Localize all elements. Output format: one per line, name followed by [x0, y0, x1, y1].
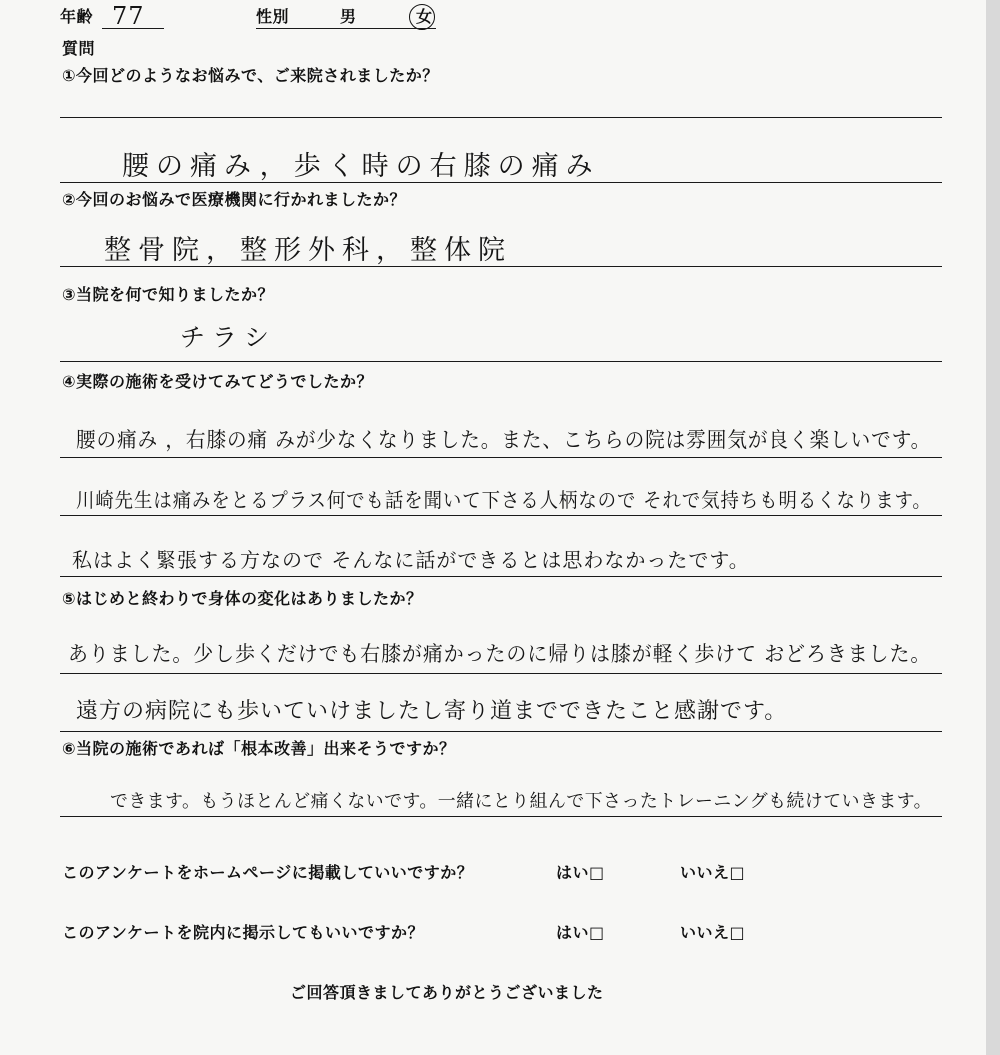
answer-line [60, 182, 942, 183]
answer-4-line-2: 川崎先生は痛みをとるプラス何でも話を聞いて下さる人柄なので それで気持ちも明るくなります。 [76, 488, 932, 512]
answer-line [60, 731, 942, 732]
consent-homepage-no-checkbox[interactable]: いいえ□ [680, 863, 746, 882]
gender-female: 女 [416, 7, 433, 26]
answer-line [60, 457, 942, 458]
age-value: 77 [112, 2, 145, 30]
gender-selected-circle [409, 4, 435, 30]
answer-5-line-2: 遠方の病院にも歩いていけましたし寄り道までできたこと感謝です。 [76, 699, 788, 724]
answer-1-line-1: 腰の痛み，歩く時の右膝の痛み [122, 151, 600, 182]
question-1: ①今回どのようなお悩みで、ご来院されましたか？ [62, 66, 439, 85]
answer-line [60, 673, 942, 674]
answer-line [60, 266, 942, 267]
consent-homepage-yes-checkbox[interactable]: はい□ [556, 863, 605, 882]
question-6: ⑥当院の施術であれば「根本改善」出来そうですか？ [62, 739, 456, 758]
gender-label: 性別 [256, 7, 290, 26]
closing-message: ご回答頂きましてありがとうございました [290, 983, 604, 1002]
question-3: ③当院を何で知りましたか？ [62, 285, 275, 304]
consent-homepage-question: このアンケートをホームページに掲載していいですか？ [62, 863, 474, 882]
answer-4-line-3: 私はよく緊張する方なので そんなに話ができるとは思わなかったです。 [72, 548, 750, 572]
answer-line [60, 816, 942, 817]
answer-line [60, 117, 942, 118]
answer-line [60, 515, 942, 516]
scan-border [986, 0, 1000, 1055]
age-underline [102, 28, 164, 29]
gender-male: 男 [340, 7, 357, 26]
question-2: ②今回のお悩みで医療機関に行かれましたか？ [62, 190, 407, 209]
consent-clinic-no-checkbox[interactable]: いいえ□ [680, 923, 746, 942]
section-label: 質問 [62, 39, 96, 58]
consent-clinic-question: このアンケートを院内に掲示してもいいですか？ [62, 923, 425, 942]
answer-line [60, 361, 942, 362]
answer-2-line-1: 整骨院，整形外科，整体院 [104, 235, 512, 266]
answer-5-line-1: ありました。少し歩くだけでも右膝が痛かったのに帰りは膝が軽く歩けて おどろきました。 [68, 642, 932, 666]
question-4: ④実際の施術を受けてみてどうでしたか？ [62, 372, 374, 391]
consent-clinic-yes-checkbox[interactable]: はい□ [556, 923, 605, 942]
gender-underline [256, 28, 436, 29]
age-label: 年齢 [60, 7, 94, 26]
answer-6-line-1: できます。もうほとんど痛くないです。一緒にとり組んで下さったトレーニングも続けていきます。 [110, 791, 933, 812]
answer-line [60, 576, 942, 577]
answer-3-line-1: チラシ [180, 323, 277, 352]
question-5: ⑤はじめと終わりで身体の変化はありましたか？ [62, 589, 423, 608]
answer-4-line-1: 腰の痛み ，右膝の痛 みが少なくなりました。また、こちらの院は雰囲気が良く楽しいです。 [76, 428, 932, 452]
